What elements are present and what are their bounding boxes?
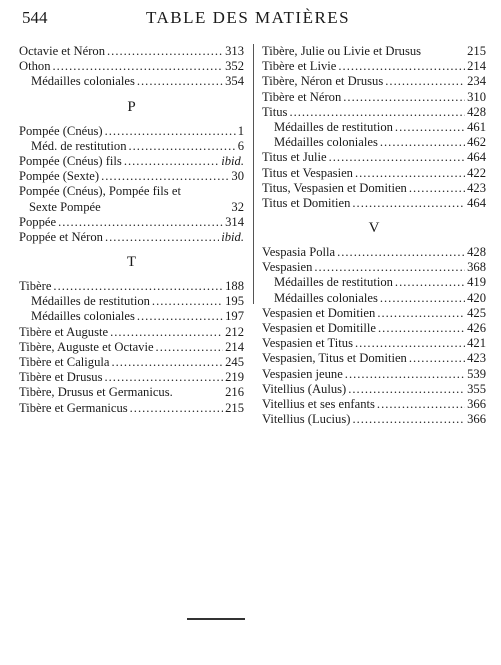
dot-leader — [337, 245, 465, 260]
entry-page-number: 425 — [467, 305, 486, 320]
dot-leader — [355, 336, 465, 351]
index-entry — [262, 135, 486, 150]
entry-label: Pompée (Cnéus) — [19, 123, 103, 138]
entry-page-number: 188 — [225, 279, 244, 294]
index-entry — [19, 44, 244, 59]
entry-page-number: 214 — [225, 339, 244, 354]
entry-label: Vitellius et ses enfants — [262, 396, 375, 411]
index-entry — [19, 279, 244, 294]
entry-page-number: ibid. — [221, 153, 244, 168]
entry-label: Vespasia Polla — [262, 245, 336, 260]
dot-leader — [409, 181, 465, 196]
index-entry — [262, 321, 486, 336]
entry-label: Vespasien jeune — [262, 366, 343, 381]
index-entry — [262, 181, 486, 196]
index-entry — [262, 74, 486, 89]
dot-leader — [355, 166, 465, 181]
dot-leader — [395, 275, 465, 290]
dot-leader — [156, 340, 224, 355]
entry-label: Vespasien, Titus et Domitien — [262, 351, 407, 366]
entry-label: Tibère et Drusus — [19, 370, 103, 385]
entry-label: Tibère et Auguste — [19, 324, 109, 339]
dot-leader — [53, 279, 223, 294]
index-column-left — [19, 44, 244, 416]
entry-page-number: 461 — [467, 119, 486, 134]
index-entry — [19, 385, 244, 400]
entry-page-number: 423 — [467, 180, 486, 195]
index-entry — [262, 306, 486, 321]
dot-leader — [105, 124, 236, 139]
entry-page-number: 464 — [467, 195, 486, 210]
entry-page-number: 245 — [225, 355, 244, 369]
index-entry — [19, 340, 244, 355]
entry-page-number: 234 — [467, 74, 486, 89]
index-entry — [262, 44, 486, 59]
index-entry — [19, 154, 244, 169]
column-divider — [253, 44, 254, 304]
index-entry — [19, 325, 244, 340]
entry-label: Titus et Vespasien — [262, 165, 353, 180]
entry-label: Titus et Julie — [262, 150, 327, 165]
entry-label: Titus et Domitien — [262, 195, 351, 210]
entry-label: Médailles coloniales — [31, 309, 135, 324]
index-entry — [262, 275, 486, 290]
index-entry — [19, 124, 244, 139]
dot-leader — [338, 59, 465, 74]
entry-label: Tibère et Caligula — [19, 355, 110, 369]
index-entry — [19, 200, 244, 215]
entry-page-number: 313 — [225, 44, 244, 58]
dot-leader — [329, 150, 465, 165]
index-entry — [262, 196, 486, 211]
entry-label: Médailles de restitution — [274, 119, 393, 134]
entry-label: Titus, Vespasien et Domitien — [262, 180, 407, 195]
dot-leader — [380, 291, 465, 306]
index-entry — [262, 412, 486, 427]
dot-leader — [124, 154, 219, 169]
dot-leader — [343, 90, 465, 105]
page-title: TABLE DES MATIÈRES — [146, 8, 351, 27]
dot-leader — [409, 351, 465, 366]
entry-label: Vespasien — [262, 260, 313, 275]
entry-page-number: 197 — [225, 309, 244, 324]
index-entry — [262, 367, 486, 382]
entry-label: Pompée (Cnéus) fils — [19, 153, 122, 168]
entry-label: Médailles de restitution — [31, 294, 150, 309]
entry-page-number: 32 — [231, 199, 244, 214]
dot-leader — [137, 309, 223, 324]
entry-label: Tibère et Livie — [262, 59, 337, 74]
bottom-rule — [187, 618, 245, 620]
entry-page-number: 428 — [467, 245, 486, 260]
entry-page-number: 368 — [467, 260, 486, 275]
entry-page-number: 1 — [237, 123, 244, 138]
index-entry — [262, 150, 486, 165]
index-entry — [262, 166, 486, 181]
dot-leader — [130, 401, 223, 416]
entry-page-number: 30 — [231, 169, 244, 184]
dot-leader — [352, 412, 465, 427]
index-entry — [262, 105, 486, 120]
index-column-right — [262, 44, 486, 427]
dot-leader — [314, 260, 465, 275]
dot-leader — [110, 325, 223, 340]
index-entry — [19, 401, 244, 416]
dot-leader — [58, 215, 223, 230]
index-entry — [262, 59, 486, 74]
dot-leader — [289, 105, 465, 120]
entry-label: Vespasien et Domitien — [262, 305, 376, 320]
index-entry — [19, 139, 244, 154]
index-entry — [19, 74, 244, 89]
index-entry — [262, 90, 486, 105]
entry-label: Titus — [262, 104, 288, 119]
index-entry — [262, 382, 486, 397]
index-entry — [262, 120, 486, 135]
entry-label: Tibère, Drusus et Germanicus. — [19, 385, 173, 400]
entry-page-number: 215 — [225, 400, 244, 415]
entry-label: Pompée (Sexte) — [19, 169, 100, 184]
section-letter: T — [126, 254, 137, 271]
entry-label: Vespasien et Titus — [262, 336, 353, 351]
entry-label: Tibère, Néron et Drusus — [262, 74, 384, 89]
index-entry — [262, 260, 486, 275]
entry-page-number: 539 — [467, 366, 486, 381]
entry-label: Othon — [19, 59, 51, 74]
entry-page-number: 215 — [467, 44, 486, 58]
dot-leader — [377, 397, 465, 412]
entry-page-number: 6 — [237, 138, 244, 153]
index-entry — [19, 215, 244, 230]
entry-page-number: 366 — [467, 412, 486, 427]
entry-label: Poppée et Néron — [19, 229, 103, 244]
page-header — [22, 8, 482, 32]
index-entry — [19, 294, 244, 309]
entry-page-number: 212 — [225, 324, 244, 339]
index-entry — [19, 59, 244, 74]
entry-page-number: 464 — [467, 150, 486, 165]
entry-label: Tibère et Néron — [262, 89, 342, 104]
entry-page-number: 462 — [467, 135, 486, 150]
entry-label: Sexte Pompée — [29, 199, 101, 214]
dot-leader — [137, 74, 223, 89]
index-entry — [262, 291, 486, 306]
entry-label: Méd. de restitution — [31, 138, 127, 153]
dot-leader — [385, 74, 465, 89]
entry-label: Médailles coloniales — [274, 135, 378, 150]
dot-leader — [348, 382, 465, 397]
entry-label: Médailles coloniales — [274, 290, 378, 305]
dot-leader — [105, 230, 219, 245]
entry-page-number: 219 — [225, 370, 244, 385]
section-letter: P — [127, 98, 136, 115]
dot-leader — [378, 321, 465, 336]
entry-page-number: 355 — [467, 381, 486, 396]
dot-leader — [101, 169, 229, 184]
index-entry — [262, 397, 486, 412]
entry-page-number: 366 — [467, 396, 486, 411]
index-entry — [19, 169, 244, 184]
entry-page-number: 419 — [467, 275, 486, 290]
entry-label: Vespasien et Domitille — [262, 321, 377, 335]
dot-leader — [152, 294, 223, 309]
dot-leader — [129, 139, 236, 154]
entry-label: Octavie et Néron — [19, 44, 106, 58]
index-entry — [19, 355, 244, 370]
entry-page-number: 354 — [225, 74, 244, 89]
entry-label: Tibère et Germanicus — [19, 400, 128, 415]
dot-leader — [395, 120, 465, 135]
entry-page-number: 428 — [467, 104, 486, 119]
entry-label: Tibère — [19, 279, 52, 294]
index-entry — [19, 184, 244, 199]
entry-page-number: 426 — [467, 321, 486, 335]
entry-page-number: 420 — [467, 290, 486, 305]
dot-leader — [52, 59, 223, 74]
dot-leader — [105, 370, 224, 385]
index-entry — [262, 336, 486, 351]
entry-label: Tibère, Auguste et Octavie — [19, 339, 154, 354]
dot-leader — [380, 135, 465, 150]
entry-label: Médailles coloniales — [31, 74, 135, 89]
dot-leader — [107, 44, 223, 59]
entry-page-number: 216 — [225, 385, 244, 400]
entry-page-number: 214 — [467, 59, 486, 74]
entry-page-number: 423 — [467, 351, 486, 366]
index-entry — [19, 309, 244, 324]
entry-label: Poppée — [19, 214, 57, 229]
dot-leader — [345, 367, 465, 382]
entry-label: Vitellius (Lucius) — [262, 412, 351, 427]
entry-page-number: 422 — [467, 165, 486, 180]
index-entry — [262, 245, 486, 260]
dot-leader — [352, 196, 465, 211]
entry-page-number: 352 — [225, 59, 244, 74]
dot-leader — [111, 355, 223, 370]
index-entry — [19, 230, 244, 245]
entry-label: Pompée (Cnéus), Pompée fils et — [19, 184, 181, 199]
entry-label: Médailles de restitution — [274, 275, 393, 290]
entry-page-number: ibid. — [221, 229, 244, 244]
entry-page-number: 195 — [225, 294, 244, 309]
entry-page-number: 310 — [467, 89, 486, 104]
section-letter: V — [368, 220, 380, 237]
index-entry — [262, 351, 486, 366]
entry-label: Vitellius (Aulus) — [262, 381, 347, 396]
entry-page-number: 314 — [225, 214, 244, 229]
entry-label: Tibère, Julie ou Livie et Drusus — [262, 44, 422, 58]
page-number: 544 — [22, 8, 48, 27]
dot-leader — [377, 306, 465, 321]
index-entry — [19, 370, 244, 385]
entry-page-number: 421 — [467, 336, 486, 351]
